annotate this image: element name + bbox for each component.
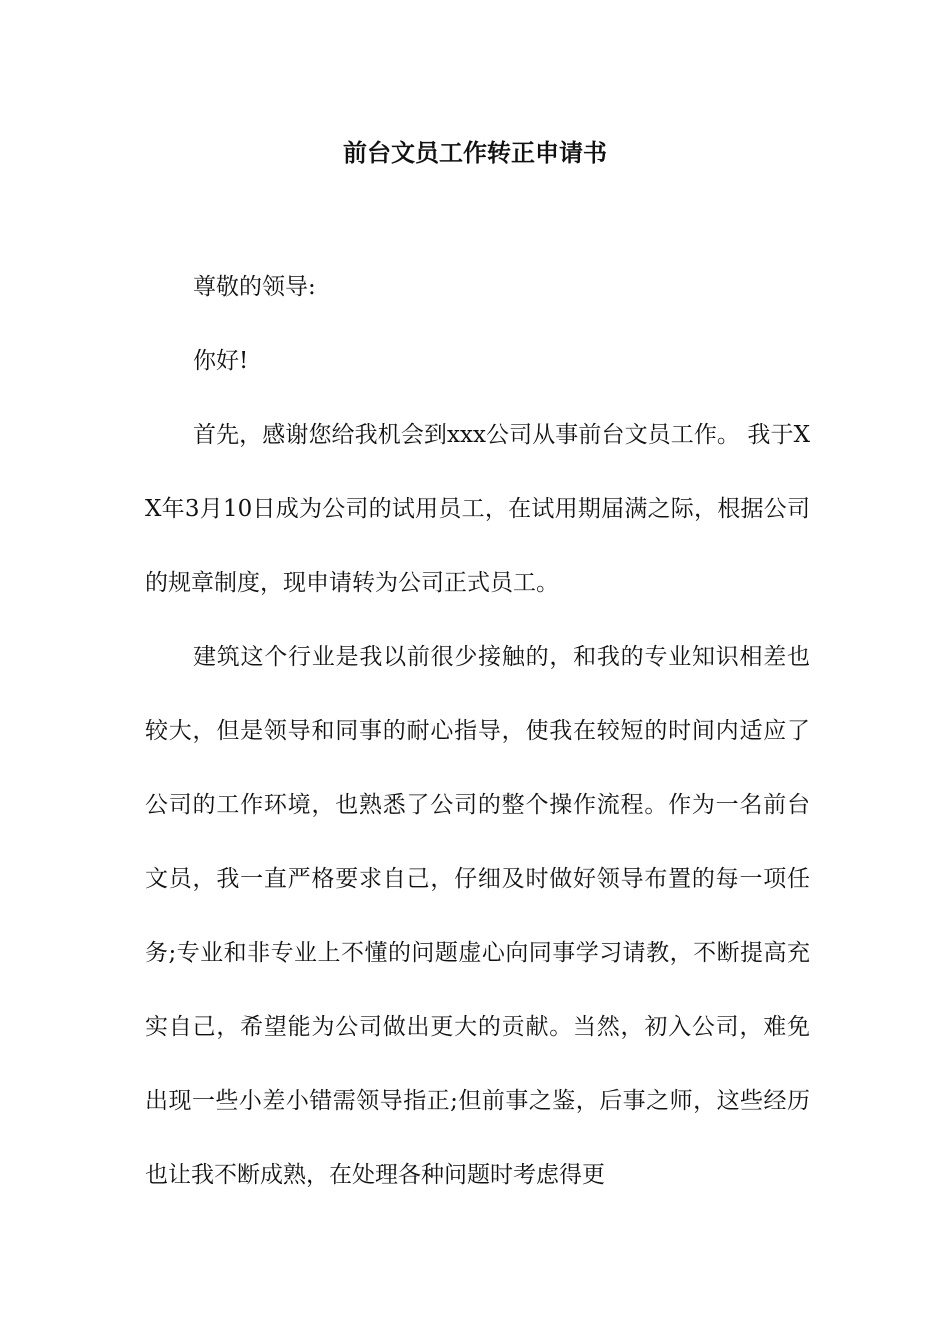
- paragraph-intro: 首先，感谢您给我机会到xxx公司从事前台文员工作。 我于XX年3月10日成为公司的试用员工，在试用期届满之际，根据公司的规章制度，现申请转为公司正式员工。: [145, 422, 810, 596]
- document-title: 前台文员工作转正申请书: [343, 138, 607, 167]
- paragraph-experience: 建筑这个行业是我以前很少接触的，和我的专业知识相差也较大，但是领导和同事的耐心指导，使我在较短的时间内适应了公司的工作环境，也熟悉了公司的整个操作流程。作为一名前台文员，我一直严格要求自己，仔细及时做好领导布置的每一项任务;专业和非专业上不懂的问题虚心向同事学习请教，不断提高充实自己，希望能为公司做出更大的贡献。当然，初入公司，难免出现一些小差小错需领导指正;但前事之鉴，后事之师，这些经历也让我不断成熟，在处理各种问题时考虑得更: [145, 644, 810, 1188]
- salutation: 尊敬的领导:: [193, 274, 316, 300]
- document-body: [145, 250, 810, 1212]
- greeting: 你好!: [193, 348, 249, 374]
